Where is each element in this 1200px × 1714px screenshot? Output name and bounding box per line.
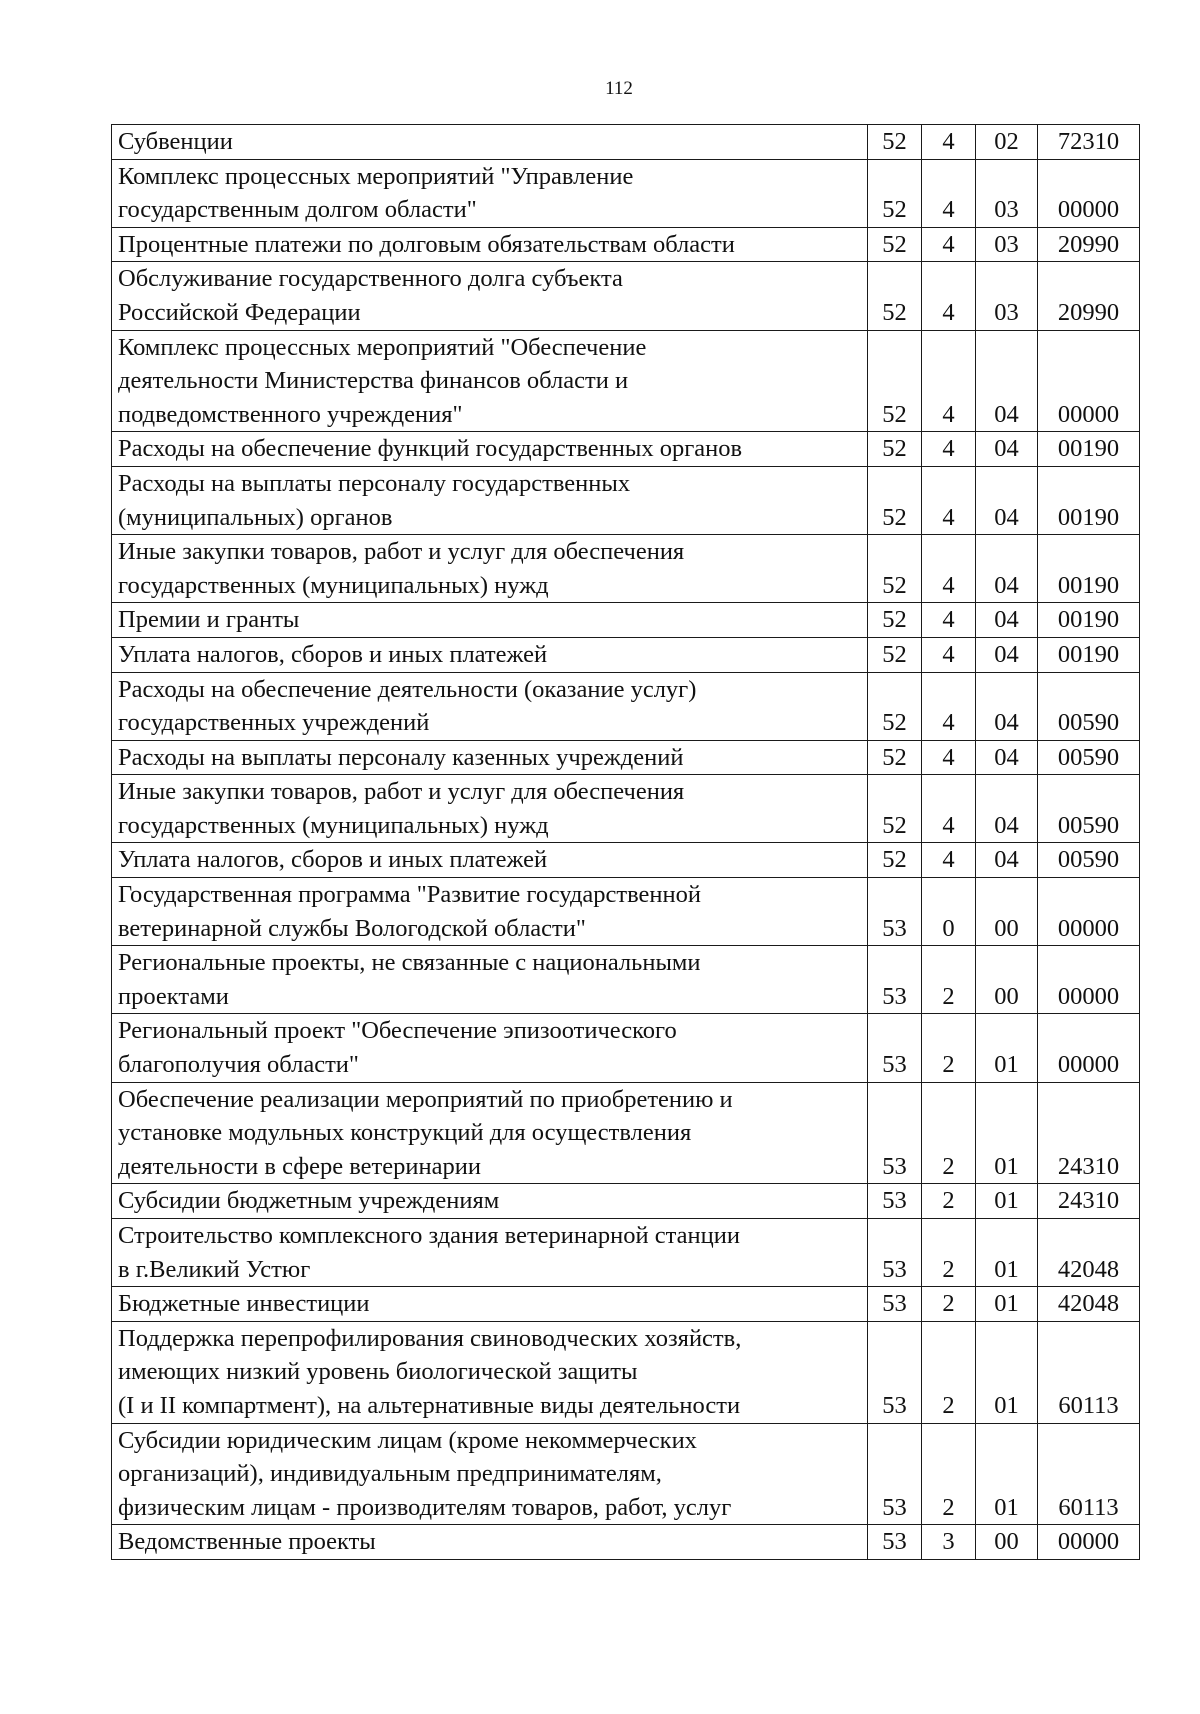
description-line: Расходы на выплаты персоналу казенных учреждений [118, 743, 684, 771]
code-c3: 03 [976, 227, 1038, 262]
code-c3: 01 [976, 1082, 1038, 1184]
code-c4: 20990 [1038, 262, 1140, 330]
description-line: подведомственного учреждения" [118, 400, 463, 428]
code-c2: 4 [922, 603, 976, 638]
budget-table [111, 124, 1140, 1560]
code-c3: 01 [976, 1287, 1038, 1322]
table-row [112, 1219, 1140, 1287]
row-description [112, 672, 868, 740]
code-c3: 01 [976, 1014, 1038, 1082]
table-row [112, 637, 1140, 672]
description-line: деятельности Министерства финансов области и [118, 367, 629, 395]
description-line: физическим лицам - производителям товаров, работ, услуг [118, 1493, 732, 1521]
row-description [112, 227, 868, 262]
code-c3: 04 [976, 432, 1038, 467]
description-line: Субсидии бюджетным учреждениям [118, 1187, 500, 1215]
row-description [112, 1287, 868, 1322]
description-line: деятельности в сфере ветеринарии [118, 1152, 481, 1180]
code-c4: 00590 [1038, 740, 1140, 775]
table-row [112, 330, 1140, 432]
code-c3: 04 [976, 466, 1038, 534]
row-description [112, 775, 868, 843]
code-c4: 24310 [1038, 1184, 1140, 1219]
code-c2: 2 [922, 1423, 976, 1525]
code-c1: 52 [868, 159, 922, 227]
row-description [112, 159, 868, 227]
code-c1: 52 [868, 125, 922, 160]
code-c4: 42048 [1038, 1287, 1140, 1322]
code-c1: 53 [868, 1082, 922, 1184]
code-c4: 20990 [1038, 227, 1140, 262]
row-description [112, 535, 868, 603]
code-c1: 52 [868, 603, 922, 638]
row-description [112, 1014, 868, 1082]
code-c2: 4 [922, 227, 976, 262]
table-row [112, 1014, 1140, 1082]
code-c4: 00000 [1038, 946, 1140, 1014]
row-description [112, 1525, 868, 1560]
code-c1: 52 [868, 535, 922, 603]
description-line: в г.Великий Устюг [118, 1255, 311, 1283]
code-c4: 00000 [1038, 878, 1140, 946]
code-c3: 04 [976, 775, 1038, 843]
row-description [112, 1423, 868, 1525]
code-c2: 4 [922, 262, 976, 330]
code-c1: 52 [868, 672, 922, 740]
table-row [112, 1184, 1140, 1219]
code-c1: 52 [868, 740, 922, 775]
code-c1: 53 [868, 1184, 922, 1219]
row-description [112, 432, 868, 467]
code-c3: 03 [976, 262, 1038, 330]
code-c4: 00590 [1038, 775, 1140, 843]
table-row [112, 1082, 1140, 1184]
description-line: Обеспечение реализации мероприятий по приобретению и [118, 1085, 733, 1113]
code-c1: 53 [868, 1321, 922, 1423]
budget-table-body [112, 125, 1140, 1560]
description-line: Российской Федерации [118, 298, 361, 326]
table-row [112, 775, 1140, 843]
code-c2: 4 [922, 535, 976, 603]
table-row [112, 1321, 1140, 1423]
description-line: проектами [118, 982, 229, 1010]
code-c4: 00190 [1038, 535, 1140, 603]
row-description [112, 946, 868, 1014]
row-description [112, 1082, 868, 1184]
description-line: организаций), индивидуальным предпринимателям, [118, 1460, 662, 1488]
row-description [112, 1321, 868, 1423]
code-c1: 52 [868, 432, 922, 467]
row-description [112, 843, 868, 878]
description-line: Премии и гранты [118, 606, 300, 634]
code-c3: 00 [976, 1525, 1038, 1560]
code-c4: 60113 [1038, 1321, 1140, 1423]
description-line: Региональный проект "Обеспечение эпизоотического [118, 1017, 677, 1045]
code-c3: 02 [976, 125, 1038, 160]
code-c2: 4 [922, 672, 976, 740]
description-line: Уплата налогов, сборов и иных платежей [118, 846, 548, 874]
code-c2: 4 [922, 466, 976, 534]
description-line: Уплата налогов, сборов и иных платежей [118, 640, 548, 668]
code-c4: 24310 [1038, 1082, 1140, 1184]
table-row [112, 1287, 1140, 1322]
code-c4: 00190 [1038, 466, 1140, 534]
description-line: Процентные платежи по долговым обязательствам области [118, 230, 735, 258]
code-c3: 00 [976, 878, 1038, 946]
code-c3: 04 [976, 672, 1038, 740]
code-c4: 00190 [1038, 432, 1140, 467]
description-line: Региональные проекты, не связанные с национальными [118, 949, 701, 977]
description-line: Субсидии юридическим лицам (кроме некоммерческих [118, 1426, 697, 1454]
code-c2: 2 [922, 1184, 976, 1219]
row-description [112, 1219, 868, 1287]
code-c1: 52 [868, 330, 922, 432]
code-c2: 0 [922, 878, 976, 946]
description-line: Расходы на обеспечение деятельности (оказание услуг) [118, 675, 697, 703]
table-row [112, 227, 1140, 262]
code-c2: 4 [922, 775, 976, 843]
code-c1: 53 [868, 1423, 922, 1525]
row-description [112, 1184, 868, 1219]
code-c4: 00000 [1038, 1525, 1140, 1560]
description-line: государственным долгом области" [118, 196, 477, 224]
code-c2: 2 [922, 1014, 976, 1082]
code-c2: 4 [922, 330, 976, 432]
code-c4: 00190 [1038, 603, 1140, 638]
description-line: государственных (муниципальных) нужд [118, 811, 549, 839]
description-line: установке модульных конструкций для осуществления [118, 1119, 692, 1147]
table-row [112, 843, 1140, 878]
table-row [112, 946, 1140, 1014]
row-description [112, 466, 868, 534]
description-line: ветеринарной службы Вологодской области" [118, 914, 586, 942]
code-c2: 2 [922, 1219, 976, 1287]
description-line: Комплекс процессных мероприятий "Управление [118, 162, 634, 190]
description-line: (муниципальных) органов [118, 503, 393, 531]
code-c3: 04 [976, 535, 1038, 603]
code-c2: 4 [922, 432, 976, 467]
code-c2: 4 [922, 637, 976, 672]
code-c2: 2 [922, 1082, 976, 1184]
description-line: Расходы на выплаты персоналу государственных [118, 469, 631, 497]
description-line: Ведомственные проекты [118, 1528, 376, 1556]
description-line: государственных учреждений [118, 709, 430, 737]
code-c2: 4 [922, 843, 976, 878]
code-c1: 53 [868, 1525, 922, 1560]
code-c3: 04 [976, 740, 1038, 775]
code-c3: 04 [976, 637, 1038, 672]
code-c3: 01 [976, 1184, 1038, 1219]
description-line: Иные закупки товаров, работ и услуг для обеспечения [118, 538, 685, 566]
description-line: Иные закупки товаров, работ и услуг для обеспечения [118, 778, 685, 806]
description-line: Поддержка перепрофилирования свиноводческих хозяйств, [118, 1324, 742, 1352]
description-line: Обслуживание государственного долга субъекта [118, 265, 623, 293]
table-row [112, 262, 1140, 330]
description-line: благополучия области" [118, 1051, 359, 1079]
code-c4: 72310 [1038, 125, 1140, 160]
code-c4: 42048 [1038, 1219, 1140, 1287]
table-row [112, 603, 1140, 638]
description-line: (I и II компартмент), на альтернативные виды деятельности [118, 1391, 741, 1419]
code-c2: 2 [922, 1287, 976, 1322]
code-c1: 52 [868, 466, 922, 534]
table-row [112, 740, 1140, 775]
row-description [112, 262, 868, 330]
description-line: Субвенции [118, 128, 233, 155]
code-c4: 00590 [1038, 672, 1140, 740]
description-line: государственных (муниципальных) нужд [118, 571, 549, 599]
code-c2: 4 [922, 740, 976, 775]
description-line: Строительство комплексного здания ветеринарной станции [118, 1222, 740, 1249]
table-row [112, 1423, 1140, 1525]
row-description [112, 637, 868, 672]
code-c3: 04 [976, 603, 1038, 638]
code-c1: 52 [868, 227, 922, 262]
code-c2: 4 [922, 159, 976, 227]
code-c3: 04 [976, 843, 1038, 878]
code-c1: 53 [868, 1014, 922, 1082]
code-c4: 00590 [1038, 843, 1140, 878]
code-c1: 52 [868, 637, 922, 672]
code-c3: 01 [976, 1423, 1038, 1525]
row-description [112, 125, 868, 160]
code-c3: 01 [976, 1321, 1038, 1423]
code-c2: 2 [922, 946, 976, 1014]
code-c2: 2 [922, 1321, 976, 1423]
description-line: имеющих низкий уровень биологической защиты [118, 1358, 638, 1386]
code-c4: 00000 [1038, 330, 1140, 432]
code-c4: 60113 [1038, 1423, 1140, 1525]
code-c1: 53 [868, 946, 922, 1014]
table-row [112, 159, 1140, 227]
code-c1: 53 [868, 878, 922, 946]
code-c3: 03 [976, 159, 1038, 227]
table-row [112, 466, 1140, 534]
description-line: Комплекс процессных мероприятий "Обеспечение [118, 333, 647, 361]
description-line: Бюджетные инвестиции [118, 1290, 370, 1318]
row-description [112, 740, 868, 775]
row-description [112, 603, 868, 638]
table-row [112, 878, 1140, 946]
code-c1: 52 [868, 843, 922, 878]
code-c1: 52 [868, 262, 922, 330]
table-row [112, 125, 1140, 160]
row-description [112, 330, 868, 432]
description-line: Расходы на обеспечение функций государственных органов [118, 435, 743, 463]
row-description [112, 878, 868, 946]
code-c3: 04 [976, 330, 1038, 432]
code-c4: 00000 [1038, 1014, 1140, 1082]
table-row [112, 1525, 1140, 1560]
table-row [112, 672, 1140, 740]
code-c2: 3 [922, 1525, 976, 1560]
code-c1: 53 [868, 1219, 922, 1287]
page-number: 112 [605, 78, 633, 99]
code-c3: 01 [976, 1219, 1038, 1287]
table-row [112, 535, 1140, 603]
code-c4: 00190 [1038, 637, 1140, 672]
description-line: Государственная программа "Развитие государственной [118, 881, 701, 909]
table-row [112, 432, 1140, 467]
code-c3: 00 [976, 946, 1038, 1014]
code-c2: 4 [922, 125, 976, 160]
code-c1: 52 [868, 775, 922, 843]
code-c4: 00000 [1038, 159, 1140, 227]
code-c1: 53 [868, 1287, 922, 1322]
